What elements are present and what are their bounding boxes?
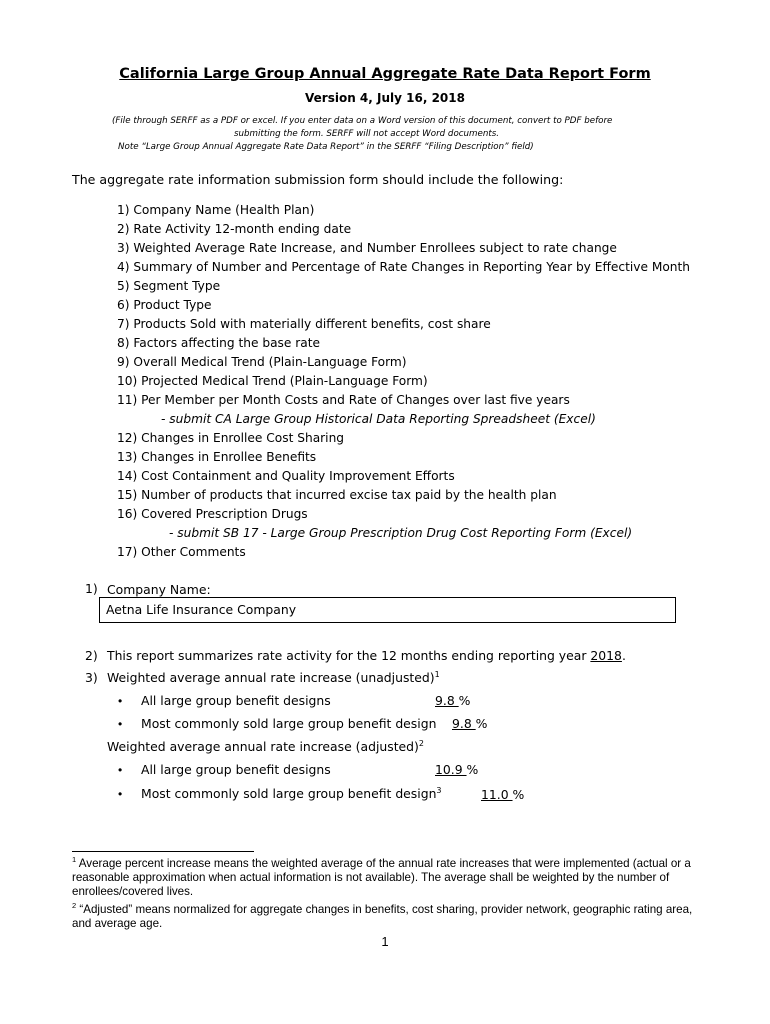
reporting-year-statement bbox=[107, 648, 626, 663]
footnote-divider bbox=[72, 851, 254, 852]
bullet-icon: • bbox=[118, 694, 123, 708]
list-item: 16) Covered Prescription Drugs bbox=[117, 507, 308, 521]
filing-note-line-3: Note “Large Group Annual Aggregate Rate Data Report” in the SERFF “Filing Description” field) bbox=[118, 142, 534, 152]
reporting-year-period: . bbox=[621, 648, 626, 663]
bullet-icon: • bbox=[118, 787, 123, 801]
company-name-value: Aetna Life Insurance Company bbox=[106, 602, 297, 617]
bullet-icon: • bbox=[118, 717, 123, 731]
footnote-1-text: Average percent increase means the weighted average of the annual rate increases that were implemented (actual or a reasonable approximation when actual information is not available). The average shall be weighted by the number of enrollees/covered lives. bbox=[72, 857, 691, 898]
adjusted-most-label: Most commonly sold large group benefit design$^3$ bbox=[141, 785, 442, 801]
list-item: 10) Projected Medical Trend (Plain-Language Form) bbox=[117, 374, 428, 388]
list-item: 7) Products Sold with materially different benefits, cost share bbox=[117, 317, 491, 331]
form-version: Version 4, July 16, 2018 bbox=[305, 91, 465, 105]
unadjusted-all-value: 9.8 bbox=[435, 693, 459, 708]
company-name-label: Company Name: bbox=[107, 582, 211, 597]
list-item: 11) Per Member per Month Costs and Rate of Changes over last five years bbox=[117, 393, 570, 407]
unadjusted-all-label: All large group benefit designs bbox=[141, 693, 331, 708]
filing-note-line-2: submitting the form. SERFF will not accept Word documents. bbox=[234, 129, 500, 139]
section-3-number: 3) bbox=[85, 670, 98, 685]
adjusted-all-field[interactable]: 10.9 % bbox=[435, 762, 479, 777]
unadjusted-most-label: Most commonly sold large group benefit design bbox=[141, 716, 437, 731]
section-2-number: 2) bbox=[85, 648, 98, 663]
footnote-1 bbox=[72, 857, 697, 899]
list-item: 5) Segment Type bbox=[117, 279, 221, 293]
footnote-mark-1: 1 bbox=[72, 855, 77, 865]
list-item: 4) Summary of Number and Percentage of Rate Changes in Reporting Year by Effective Month bbox=[117, 260, 691, 274]
list-item: 6) Product Type bbox=[117, 298, 212, 312]
list-item: 13) Changes in Enrollee Benefits bbox=[117, 450, 317, 464]
footnote-ref-2: 2 bbox=[418, 738, 424, 748]
requirements-list bbox=[117, 201, 690, 562]
list-item: 2) Rate Activity 12-month ending date bbox=[117, 222, 352, 236]
page-number: 1 bbox=[381, 934, 389, 949]
unadjusted-all-field[interactable]: 9.8 % bbox=[435, 693, 471, 708]
adjusted-heading: Weighted average annual rate increase (adjusted)$^2$ bbox=[107, 738, 424, 754]
unadjusted-heading: Weighted average annual rate increase (unadjusted)$^1$ bbox=[107, 669, 440, 685]
unadjusted-most-value: 9.8 bbox=[452, 716, 476, 731]
list-item-sub: - submit SB 17 - Large Group Prescription Drug Cost Reporting Form (Excel) bbox=[169, 526, 633, 540]
list-item-sub: - submit CA Large Group Historical Data Reporting Spreadsheet (Excel) bbox=[161, 412, 596, 426]
company-name-field[interactable] bbox=[99, 597, 676, 623]
list-item: 17) Other Comments bbox=[117, 545, 246, 559]
footnote-mark-2: 2 bbox=[72, 901, 77, 911]
intro-text: The aggregate rate information submission form should include the following: bbox=[72, 172, 564, 187]
reporting-year-value[interactable]: 2018 bbox=[590, 648, 622, 663]
list-item: 8) Factors affecting the base rate bbox=[117, 336, 321, 350]
reporting-year-text: This report summarizes rate activity for the 12 months ending reporting year bbox=[107, 648, 591, 663]
list-item: 1) Company Name (Health Plan) bbox=[117, 203, 315, 217]
footnote-ref-1: 1 bbox=[434, 669, 440, 679]
form-title: California Large Group Annual Aggregate Rate Data Report Form bbox=[119, 66, 651, 82]
list-item: 15) Number of products that incurred excise tax paid by the health plan bbox=[117, 488, 557, 502]
section-1-number: 1) bbox=[85, 581, 98, 596]
bullet-icon: • bbox=[118, 763, 123, 777]
footnote-ref-3: 3 bbox=[436, 785, 442, 795]
unadjusted-most-field[interactable]: 9.8 % bbox=[452, 716, 488, 731]
footnote-2-text: “Adjusted” means normalized for aggregate changes in benefits, cost sharing, provider network, geographic rating area, and average age. bbox=[72, 903, 693, 930]
list-item: 12) Changes in Enrollee Cost Sharing bbox=[117, 431, 345, 445]
adjusted-most-value: 11.0 bbox=[481, 787, 513, 802]
footnote-2 bbox=[72, 903, 697, 931]
filing-note-line-1: (File through SERFF as a PDF or excel. If you enter data on a Word version of this document, convert to PDF before bbox=[112, 116, 613, 126]
list-item: 3) Weighted Average Rate Increase, and Number Enrollees subject to rate change bbox=[117, 241, 617, 255]
adjusted-all-label: All large group benefit designs bbox=[141, 762, 331, 777]
list-item: 14) Cost Containment and Quality Improvement Efforts bbox=[117, 469, 455, 483]
adjusted-most-field[interactable]: 11.0 % bbox=[481, 787, 525, 802]
adjusted-all-value: 10.9 bbox=[435, 762, 467, 777]
list-item: 9) Overall Medical Trend (Plain-Language Form) bbox=[117, 355, 407, 369]
